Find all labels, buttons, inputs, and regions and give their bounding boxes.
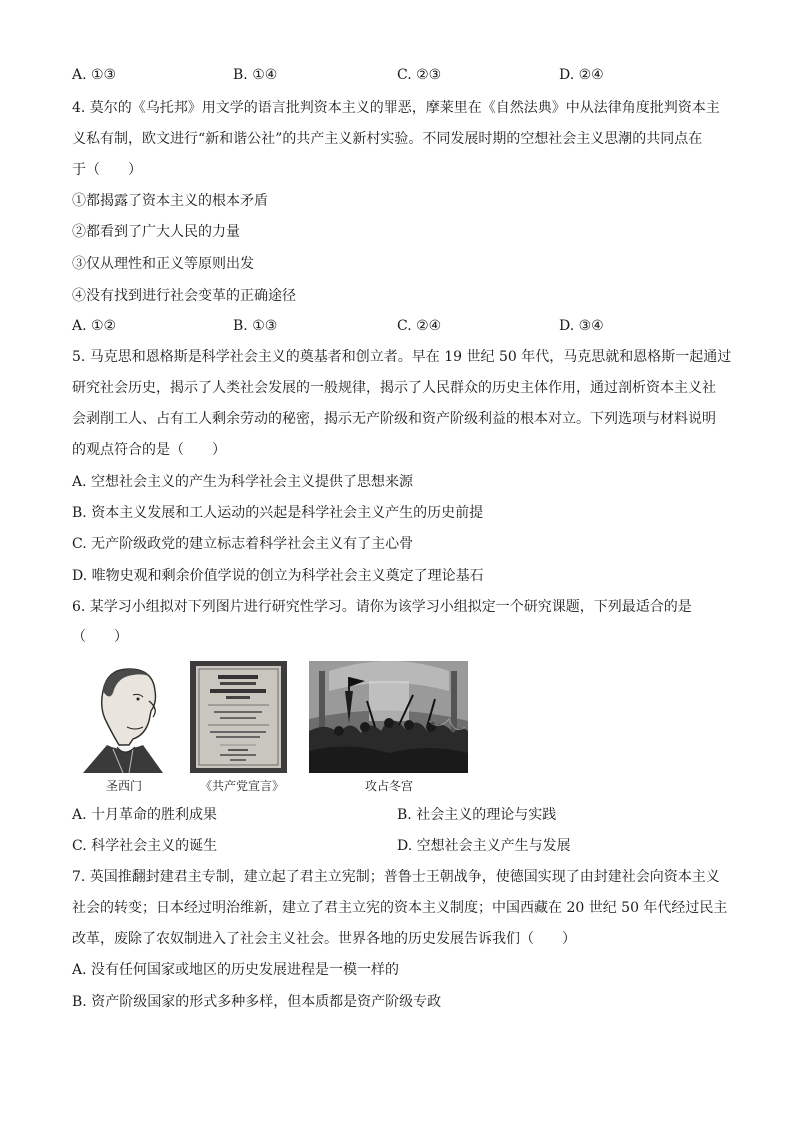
q3-options <box>72 65 732 85</box>
q5-option-a[interactable]: A. 空想社会主义的产生为科学社会主义提供了思想来源 <box>72 474 414 490</box>
caption-saint-simon: 圣西门 <box>105 779 142 793</box>
q4-options <box>72 316 732 336</box>
q5-stem-line-2: 研究社会历史，揭示了人类社会发展的一般规律，揭示了人民群众的历史主体作用，通过剖析资本主义社 <box>72 380 716 396</box>
caption-winter-palace: 攻占冬宫 <box>364 779 413 793</box>
q4-stem-line-1: 4. 莫尔的《乌托邦》用文学的语言批判资本主义的罪恶，摩莱里在《自然法典》中从法律角度批判资本主 <box>72 100 720 116</box>
q6-options-row-2 <box>72 836 732 856</box>
q5-option-c[interactable]: C. 无产阶级政党的建立标志着科学社会主义有了主心骨 <box>72 536 414 552</box>
winter-palace-image <box>309 661 468 773</box>
q6-stem-line-1: 6. 某学习小组拟对下列图片进行研究性学习。请你为该学习小组拟定一个研究课题，下列最适合的是 <box>72 599 692 615</box>
q7-option-b[interactable]: B. 资产阶级国家的形式多种多样，但本质都是资产阶级专政 <box>72 994 442 1010</box>
storming-scene-icon <box>309 661 468 773</box>
q4-stem-line-2: 义私有制，欧文进行“新和谐公社”的共产主义新村实验。不同发展时期的空想社会主义思潮的共同点在 <box>72 131 703 147</box>
q5-option-b[interactable]: B. 资本主义发展和工人运动的兴起是科学社会主义产生的历史前提 <box>72 505 484 521</box>
q7-stem-line-2: 社会的转变；日本经过明治维新，建立了君主立宪的资本主义制度；中国西藏在 20 世纪 50 年代经过民主 <box>72 900 728 916</box>
q7-option-a[interactable]: A. 没有任何国家或地区的历史发展进程是一模一样的 <box>72 962 400 978</box>
manifesto-cover-icon <box>190 661 287 773</box>
q4-item-3: ③仅从理性和正义等原则出发 <box>72 256 254 272</box>
q6-option-d[interactable]: D. 空想社会主义产生与发展 <box>397 838 571 854</box>
saint-simon-portrait-image <box>73 661 175 773</box>
q3-option-a[interactable]: A. ①③ <box>72 67 117 83</box>
q3-option-c[interactable]: C. ②③ <box>397 67 442 83</box>
q6-option-a[interactable]: A. 十月革命的胜利成果 <box>72 807 218 823</box>
q4-stem-line-3: 于（ ） <box>72 162 142 178</box>
q5-option-d[interactable]: D. 唯物史观和剩余价值学说的创立为科学社会主义奠定了理论基石 <box>72 568 484 584</box>
q4-item-4: ④没有找到进行社会变革的正确途径 <box>72 288 296 304</box>
q4-option-b[interactable]: B. ①③ <box>233 318 278 334</box>
caption-communist-manifesto: 《共产党宣言》 <box>200 779 285 793</box>
q7-stem-line-1: 7. 英国推翻封建君主专制，建立起了君主立宪制；普鲁士王朝战争，使德国实现了由封建社会向资本主义 <box>72 869 720 885</box>
q3-option-b[interactable]: B. ①④ <box>233 67 278 83</box>
q4-item-1: ①都揭露了资本主义的根本矛盾 <box>72 193 268 209</box>
q6-options-row-1 <box>72 805 732 825</box>
q6-option-b[interactable]: B. 社会主义的理论与实践 <box>397 807 557 823</box>
q7-stem-line-3: 改革，废除了农奴制进入了社会主义社会。世界各地的历史发展告诉我们（ ） <box>72 931 576 947</box>
q3-option-d[interactable]: D. ②④ <box>559 67 604 83</box>
q4-option-a[interactable]: A. ①② <box>72 318 117 334</box>
q4-item-2: ②都看到了广大人民的力量 <box>72 224 240 240</box>
communist-manifesto-image <box>190 661 287 773</box>
q4-option-d[interactable]: D. ③④ <box>559 318 604 334</box>
q5-stem-line-4: 的观点符合的是（ ） <box>72 442 226 458</box>
q6-stem-line-2: （ ） <box>72 629 128 645</box>
q5-stem-line-1: 5. 马克思和恩格斯是科学社会主义的奠基者和创立者。早在 19 世纪 50 年代，马克思就和恩格斯一起通过 <box>72 349 732 365</box>
q4-option-c[interactable]: C. ②④ <box>397 318 442 334</box>
q6-option-c[interactable]: C. 科学社会主义的诞生 <box>72 838 218 854</box>
q5-stem-line-3: 会剥削工人、占有工人剩余劳动的秘密，揭示无产阶级和资产阶级利益的根本对立。下列选项与材料说明 <box>72 411 716 427</box>
portrait-icon <box>73 661 175 773</box>
